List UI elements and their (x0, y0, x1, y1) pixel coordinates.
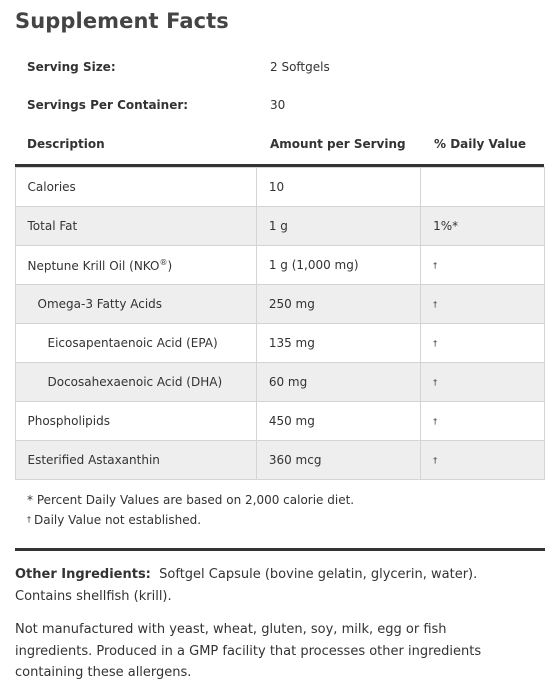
percent-daily-value-note: * Percent Daily Values are based on 2,000 calorie diet. (27, 493, 355, 507)
row-daily-value: † (433, 338, 438, 348)
servings-per-container-value: 30 (270, 98, 286, 112)
serving-size-label: Serving Size: (27, 60, 116, 74)
page-title: Supplement Facts (15, 9, 229, 33)
row-description: Phospholipids (27, 414, 110, 428)
row-description: Esterified Astaxanthin (27, 453, 160, 467)
table-header (15, 124, 544, 167)
row-description: Eicosapentaenoic Acid (EPA) (47, 336, 218, 350)
other-ingredients (15, 564, 525, 607)
row-amount: 10 (268, 180, 285, 194)
table-row (15, 246, 544, 285)
daily-value-not-established-note: † Daily Value not established. (27, 513, 202, 527)
row-amount: 1 g (268, 219, 288, 233)
row-daily-value: † (433, 377, 438, 387)
header-amount: Amount per Serving (270, 137, 406, 151)
row-description: Omega-3 Fatty Acids (37, 297, 163, 311)
row-amount: 60 mg (268, 375, 308, 389)
other-ingredients-label: Other Ingredients: (15, 567, 151, 582)
row-amount: 1 g (1,000 mg) (268, 258, 359, 272)
header-description: Description (27, 137, 105, 151)
row-description: Neptune Krill Oil (NKO®) (27, 257, 173, 273)
row-amount: 360 mcg (268, 453, 322, 467)
row-amount: 250 mg (268, 297, 315, 311)
row-amount: 135 mg (268, 336, 315, 350)
table-row (15, 363, 544, 402)
row-description: Calories (27, 180, 76, 194)
row-amount: 450 mg (268, 414, 315, 428)
table-row (15, 324, 544, 363)
registered-mark: ® (159, 257, 168, 267)
table-row (15, 168, 544, 207)
row-daily-value: † (433, 455, 438, 465)
row-daily-value: 1%* (433, 219, 459, 233)
header-daily-value: % Daily Value (434, 137, 527, 151)
footnotes (27, 491, 354, 530)
servings-per-container-label: Servings Per Container: (27, 98, 189, 112)
row-daily-value: † (433, 299, 438, 309)
supplement-facts-table (15, 48, 544, 480)
table-row (15, 285, 544, 324)
table-row (15, 207, 544, 246)
table-row (15, 441, 544, 480)
serving-size-value: 2 Softgels (270, 60, 330, 74)
servings-per-container-row (15, 86, 544, 124)
table-row (15, 402, 544, 441)
section-divider (15, 548, 545, 551)
other-ingredients-text: Softgel Capsule (bovine gelatin, glycerin, water). Contains shellfish (krill). (15, 567, 478, 604)
serving-size-row (15, 48, 544, 86)
row-description: Docosahexaenoic Acid (DHA) (47, 375, 223, 389)
row-description: Total Fat (27, 219, 78, 233)
allergen-statement: Not manufactured with yeast, wheat, gluten, soy, milk, egg or fish ingredients. Produced in a GMP facility that processes other ingredients containing these allergens. (15, 622, 482, 680)
row-daily-value: † (433, 260, 438, 270)
dagger-symbol: † (27, 515, 31, 524)
nutrient-rows (15, 167, 545, 480)
row-daily-value: † (433, 416, 438, 426)
